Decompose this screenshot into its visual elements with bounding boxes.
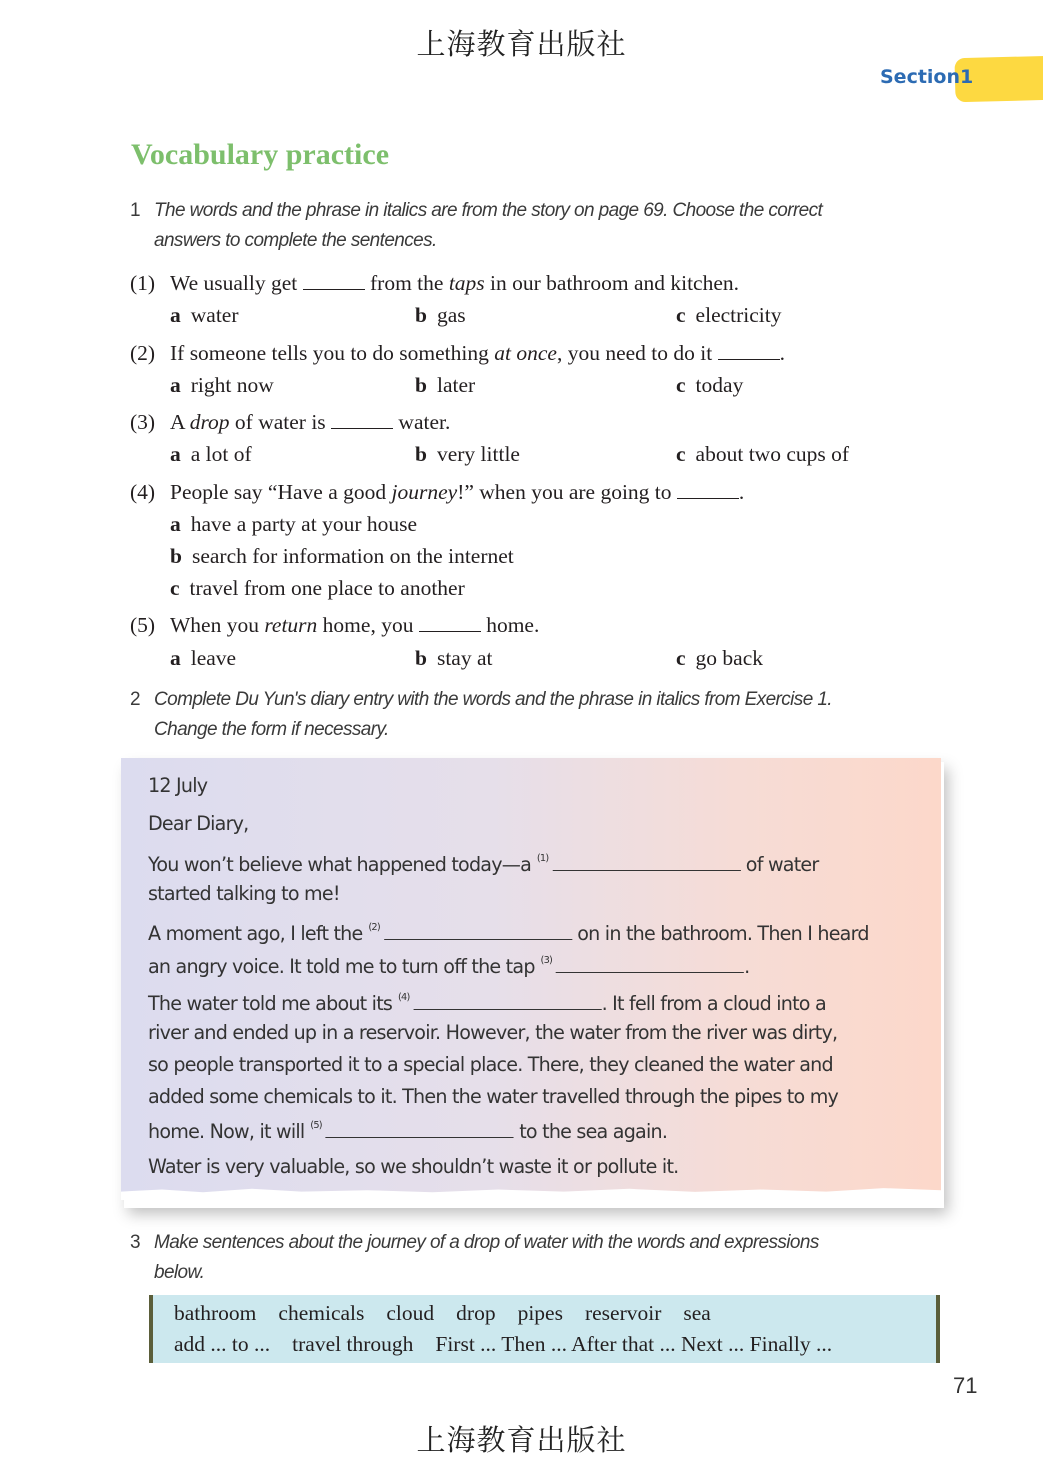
blank-number: (1): [536, 853, 549, 864]
diary-text: The water told me about its: [148, 992, 393, 1015]
option-b[interactable]: [170, 543, 514, 569]
option-letter: c: [676, 303, 686, 327]
option-letter: b: [170, 544, 182, 568]
diary-blank-5[interactable]: [326, 1117, 514, 1138]
diary-line: river and ended up in a reservoir. However, the water from the river was dirty,: [148, 1021, 838, 1044]
italic-keyword: journey: [391, 480, 458, 504]
expression-item: travel through: [292, 1332, 414, 1356]
option-letter: c: [676, 442, 686, 466]
instruction-text: Make sentences about the journey of a drop of water with the words and expressions: [154, 1232, 819, 1253]
answer-blank[interactable]: [718, 341, 780, 360]
word-item: pipes: [517, 1301, 563, 1325]
blank-number: (3): [540, 955, 553, 966]
diary-line: Water is very valuable, so we shouldn’t waste it or pollute it.: [148, 1155, 679, 1178]
question-text: We usually get: [170, 271, 298, 295]
question-text: from the: [370, 271, 444, 295]
option-text: about two cups of: [695, 442, 850, 466]
exercise-number: 3: [130, 1232, 140, 1253]
question-text: water.: [398, 410, 451, 434]
diary-line: [148, 952, 749, 978]
instruction-text: below.: [154, 1262, 205, 1283]
exercise-number: 1: [130, 200, 140, 221]
italic-keyword: at once: [494, 341, 557, 365]
option-text: travel from one place to another: [189, 576, 465, 600]
option-letter: a: [170, 512, 181, 536]
option-text: have a party at your house: [190, 512, 418, 536]
expression-item: add ... to ...: [174, 1332, 271, 1356]
option-text: water: [190, 303, 239, 327]
diary-line: added some chemicals to it. Then the water travelled through the pipes to my: [148, 1085, 839, 1108]
option-letter: b: [415, 442, 427, 466]
diary-blank-1[interactable]: [552, 850, 740, 871]
option-a[interactable]: [170, 511, 417, 537]
diary-text: .: [744, 955, 750, 978]
italic-keyword: taps: [448, 271, 485, 295]
diary-text: home. Now, it will: [148, 1120, 305, 1143]
exercise-number: 2: [130, 689, 140, 710]
diary-line: started talking to me!: [148, 882, 340, 905]
option-text: gas: [436, 303, 466, 327]
option-a[interactable]: [170, 302, 239, 328]
question-text: People say “Have a good: [170, 480, 387, 504]
italic-keyword: return: [264, 613, 318, 637]
option-letter: a: [170, 373, 181, 397]
option-text: right now: [190, 373, 274, 397]
diary-text: of water: [745, 853, 819, 876]
diary-date: 12 July: [148, 774, 208, 797]
diary-greeting: Dear Diary,: [148, 812, 249, 835]
exercise-1-instruction: [130, 196, 930, 256]
option-letter: a: [170, 442, 181, 466]
question-text: When you: [170, 613, 259, 637]
question-text: of water is: [234, 410, 326, 434]
publisher-footer: 上海教育出版社: [416, 1423, 627, 1457]
section-number: 1: [960, 66, 974, 88]
diary-text: . It fell from a cloud into a: [601, 992, 826, 1015]
option-c[interactable]: [676, 441, 849, 467]
option-text: electricity: [695, 303, 782, 327]
answer-blank[interactable]: [677, 480, 739, 499]
option-letter: b: [415, 303, 427, 327]
question-text: home, you: [322, 613, 414, 637]
question-number: (2): [130, 341, 156, 365]
option-c[interactable]: [676, 302, 782, 328]
diary-text: on in the bathroom. Then I heard: [577, 922, 869, 945]
option-text: a lot of: [190, 442, 252, 466]
word-item: sea: [683, 1301, 711, 1325]
expression-list: [174, 1332, 832, 1357]
diary-line: [148, 850, 818, 876]
word-item: drop: [456, 1301, 496, 1325]
diary-line: so people transported it to a special place. There, they cleaned the water and: [148, 1053, 833, 1076]
section-label: Section: [880, 66, 961, 88]
option-text: later: [436, 373, 476, 397]
diary-text: A moment ago, I left the: [148, 922, 363, 945]
italic-keyword: drop: [189, 410, 230, 434]
question-text: , you need to do it: [556, 341, 713, 365]
answer-blank[interactable]: [419, 613, 481, 632]
question-text: .: [738, 480, 745, 504]
question-text: home.: [486, 613, 540, 637]
option-text: today: [695, 373, 744, 397]
publisher-header: 上海教育出版社: [416, 27, 627, 61]
exercise-2-instruction: [130, 685, 930, 745]
answer-blank[interactable]: [303, 271, 365, 290]
option-letter: c: [676, 373, 686, 397]
blank-number: (4): [397, 992, 410, 1003]
blank-number: (5): [310, 1120, 322, 1131]
option-letter: b: [415, 373, 427, 397]
option-c[interactable]: [676, 372, 743, 398]
exercise-3-instruction: [130, 1228, 930, 1288]
page-number: 71: [953, 1373, 978, 1398]
page-title: Vocabulary practice: [131, 138, 390, 171]
question-text: .: [779, 341, 785, 365]
option-c[interactable]: [170, 575, 465, 601]
diary-line: [148, 919, 869, 945]
option-text: leave: [190, 646, 237, 670]
answer-blank[interactable]: [331, 410, 393, 429]
question-text: !” when you are going to: [457, 480, 672, 504]
option-text: stay at: [436, 646, 493, 670]
option-a[interactable]: [170, 441, 252, 467]
option-letter: a: [170, 646, 181, 670]
diary-blank-3[interactable]: [556, 952, 744, 973]
question-4: [130, 479, 744, 505]
option-b[interactable]: [415, 441, 520, 467]
word-item: chemicals: [278, 1301, 365, 1325]
question-number: (5): [130, 613, 156, 637]
diary-text: to the sea again.: [519, 1120, 668, 1143]
question-text: A: [170, 410, 185, 434]
instruction-text: Complete Du Yun's diary entry with the words and the phrase in italics from Exercise 1.: [154, 689, 832, 710]
option-letter: c: [676, 646, 686, 670]
question-2: [130, 340, 785, 366]
diary-line: [148, 989, 826, 1015]
instruction-text: answers to complete the sentences.: [154, 230, 437, 251]
question-1: [130, 270, 739, 296]
question-number: (3): [130, 410, 156, 434]
option-letter: b: [415, 646, 427, 670]
word-item: bathroom: [174, 1301, 257, 1325]
question-number: (4): [130, 480, 156, 504]
option-text: search for information on the internet: [191, 544, 514, 568]
instruction-text: Change the form if necessary.: [154, 719, 389, 740]
question-3: [130, 409, 450, 435]
option-c[interactable]: [676, 645, 763, 671]
question-number: (1): [130, 271, 156, 295]
diary-text: You won’t believe what happened today—a: [148, 853, 532, 876]
blank-number: (2): [368, 922, 380, 933]
diary-text: an angry voice. It told me to turn off the tap: [148, 955, 535, 978]
instruction-text: The words and the phrase in italics are from the story on page 69. Choose the correct: [154, 200, 823, 221]
question-text: in our bathroom and kitchen.: [490, 271, 740, 295]
diary-blank-4[interactable]: [413, 989, 601, 1010]
option-a[interactable]: [170, 372, 274, 398]
diary-line: [148, 1117, 667, 1143]
diary-blank-2[interactable]: [384, 919, 572, 940]
expression-item: First ... Then ... After that ... Next ... Finally ...: [435, 1332, 833, 1356]
option-text: very little: [436, 442, 520, 466]
option-text: go back: [695, 646, 764, 670]
option-letter: a: [170, 303, 181, 327]
option-a[interactable]: [170, 645, 236, 671]
option-letter: c: [170, 576, 180, 600]
word-item: cloud: [386, 1301, 435, 1325]
question-5: [130, 612, 539, 638]
question-text: If someone tells you to do something: [170, 341, 489, 365]
word-item: reservoir: [584, 1301, 662, 1325]
option-b[interactable]: [415, 372, 475, 398]
option-b[interactable]: [415, 302, 466, 328]
word-list: [174, 1301, 733, 1326]
option-b[interactable]: [415, 645, 493, 671]
